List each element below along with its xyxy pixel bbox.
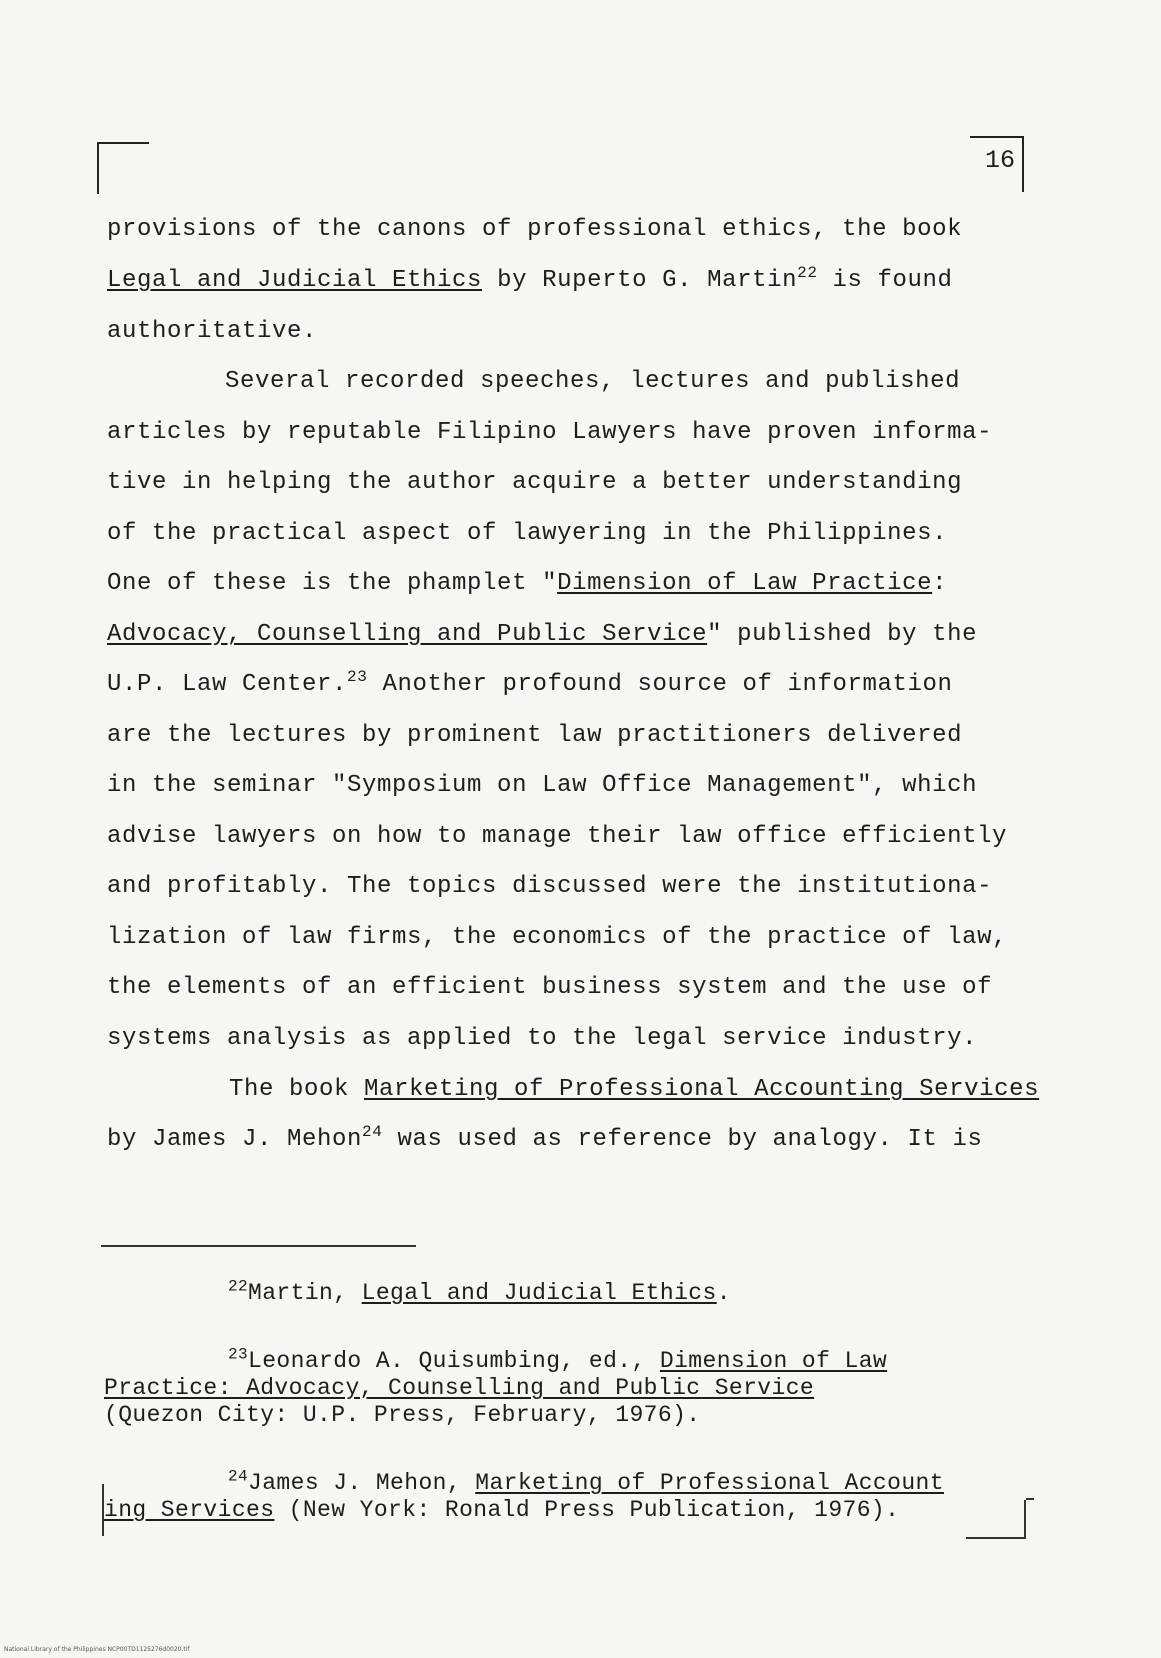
- body-line-9: Advocacy, Counselling and Public Service" published by the: [107, 621, 978, 648]
- scan-credit: National Library of the Philippines NCP00TD1125276d0020.tif: [4, 1646, 190, 1653]
- pamphlet-title-part-2: Advocacy, Counselling and Public Service: [107, 621, 708, 648]
- footnote-24-bracket-bottom: [966, 1537, 1026, 1539]
- crop-mark-top-right-vertical: [1022, 136, 1024, 192]
- footnote-23-line-2: Practice: Advocacy, Counselling and Public Service: [104, 1375, 815, 1401]
- body-line-4: Several recorded speeches, lectures and published: [225, 368, 961, 395]
- body-line-12: in the seminar "Symposium on Law Office Management", which: [107, 772, 978, 799]
- footnote-24-line-1: $^{24}$James J. Mehon, Marketing of Professional Account: [228, 1467, 944, 1496]
- footnote-ref-24: 24: [362, 1123, 383, 1141]
- footnote-separator: [101, 1245, 416, 1247]
- body-line-18: The book Marketing of Professional Accounting Services: [229, 1076, 1040, 1103]
- body-line-10: U.P. Law Center.$^{23}$ Another profound source of information: [107, 668, 953, 698]
- body-line-6: tive in helping the author acquire a better understanding: [107, 469, 963, 496]
- footnote-24-bracket-left: [102, 1484, 104, 1536]
- footnote-ref-23: 23: [347, 668, 368, 686]
- body-line-7: of the practical aspect of lawyering in the Philippines.: [107, 520, 948, 547]
- footnote-24-hyphen: [1026, 1498, 1034, 1500]
- body-line-14: and profitably. The topics discussed were the institutiona-: [107, 873, 993, 900]
- body-line-15: lization of law firms, the economics of the practice of law,: [107, 924, 1008, 951]
- body-line-11: are the lectures by prominent law practitioners delivered: [107, 722, 963, 749]
- crop-mark-top-left: [97, 142, 149, 144]
- footnote-23-line-3: (Quezon City: U.P. Press, February, 1976).: [104, 1402, 701, 1428]
- book-title-marketing: Marketing of Professional Accounting Services: [364, 1076, 1040, 1103]
- body-line-1: provisions of the canons of professional ethics, the book: [107, 216, 963, 243]
- footnote-24-bracket-right: [1024, 1500, 1026, 1538]
- body-line-13: advise lawyers on how to manage their law office efficiently: [107, 823, 1008, 850]
- footnote-24-line-2: ing Services (New York: Ronald Press Publication, 1976).: [104, 1497, 900, 1523]
- body-line-8: One of these is the phamplet "Dimension of Law Practice:: [107, 570, 948, 597]
- crop-mark-top-left-vertical: [97, 142, 99, 194]
- body-line-2: Legal and Judicial Ethics by Ruperto G. Martin$^{22}$ is found: [107, 264, 953, 294]
- body-line-5: articles by reputable Filipino Lawyers have proven informa-: [107, 419, 993, 446]
- body-line-17: systems analysis as applied to the legal service industry.: [107, 1025, 978, 1052]
- body-line-19: by James J. Mehon$^{24}$ was used as reference by analogy. It is: [107, 1123, 983, 1153]
- body-line-3: authoritative.: [107, 318, 318, 345]
- body-line-16: the elements of an efficient business system and the use of: [107, 974, 993, 1001]
- footnote-23-line-1: $^{23}$Leonardo A. Quisumbing, ed., Dimension of Law: [228, 1345, 888, 1374]
- footnote-ref-22: 22: [797, 264, 818, 282]
- pamphlet-title-part-1: Dimension of Law Practice: [557, 570, 933, 597]
- footnote-22: $^{22}$Martin, Legal and Judicial Ethics.: [228, 1277, 731, 1306]
- page-number: 16: [985, 146, 1016, 175]
- crop-mark-top-right: [970, 136, 1024, 138]
- book-title-legal-ethics: Legal and Judicial Ethics: [107, 267, 483, 294]
